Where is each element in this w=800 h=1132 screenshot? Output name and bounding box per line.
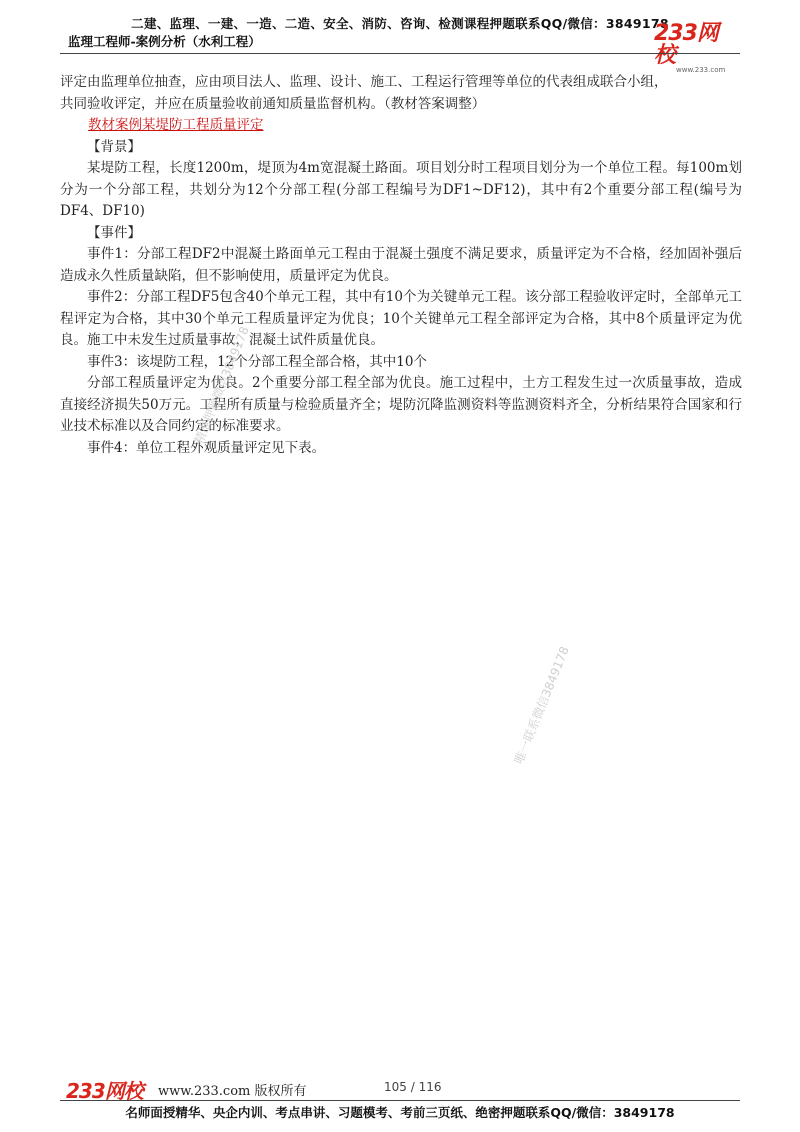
event-3-line-1: 事件3：该堤防工程，12个分部工程全部合格，其中10个 [87, 353, 427, 370]
case-title: 教材案例某堤防工程质量评定 [88, 117, 264, 133]
background-heading: 【背景】 [87, 138, 141, 155]
header-divider [60, 53, 740, 54]
footer-banner: 名师面授精华、央企内训、考点串讲、习题模考、考前三页纸、绝密押题联系QQ/微信：3849178 [125, 1105, 675, 1120]
event-3-line-2: 分部工程质量评定为优良。2个重要分部工程全部为优良。施工过程中，土方工程发生过一次质量事故，造成直接经济损失50万元。工程所有质量与检验质量齐全；堤防沉降监测资料等监测资料齐全，分析结果符合国家和行业技术标准以及合同约定的标准要求。 [60, 375, 742, 434]
event-4: 事件4：单位工程外观质量评定见下表。 [87, 439, 326, 456]
page-number: 105 / 116 [384, 1080, 442, 1094]
footer-logo[interactable]: 233网校 [66, 1079, 143, 1103]
intro-line-1: 评定由监理单位抽查，应由项目法人、监理、设计、施工、工程运行管理等单位的代表组成联合小组， [60, 74, 668, 90]
logo-url: www.233.com [676, 66, 726, 74]
watermark-1: 精准押题微信3849178 [191, 324, 252, 446]
page-content [60, 72, 742, 459]
document-subtitle: 监理工程师-案例分析（水利工程） [68, 34, 261, 49]
event-1: 事件1：分部工程DF2中混凝土路面单元工程由于混凝土强度不满足要求，质量评定为不合格，经加固补强后造成永久性质量缺陷，但不影响使用，质量评定为优良。 [60, 246, 742, 284]
footer-divider [60, 1100, 740, 1101]
brand-logo[interactable] [654, 21, 738, 74]
intro-paragraph [60, 72, 742, 115]
header-banner: 二建、监理、一建、一造、二造、安全、消防、咨询、检测课程押题联系QQ/微信：3849178 [131, 16, 669, 31]
events-heading: 【事件】 [87, 224, 141, 241]
footer-copyright: www.233.com 版权所有 [158, 1084, 307, 1099]
logo-text: 233网校 [654, 21, 718, 68]
background-text: 某堤防工程，长度1200m，堤顶为4m宽混凝土路面。项目划分时工程项目划分为一个单位工程。每100m划分为一个分部工程，共划分为12个分部工程(分部工程编号为DF1~DF12)，其中有2个重要分部工程(编号为DF4、DF10) [60, 160, 742, 219]
watermark-2: 唯一联系微信3849178 [511, 644, 572, 766]
event-2: 事件2：分部工程DF5包含40个单元工程，其中有10个为关键单元工程。该分部工程验收评定时，全部单元工程评定为合格，其中30个单元工程质量评定为优良；10个关键单元工程全部评定为合格，其中8个质量评定为优良。施工中未发生过质量事故，混凝土试件质量优良。 [60, 289, 742, 348]
intro-line-2: 共同验收评定，并应在质量验收前通知质量监督机构。（教材答案调整） [60, 95, 486, 112]
